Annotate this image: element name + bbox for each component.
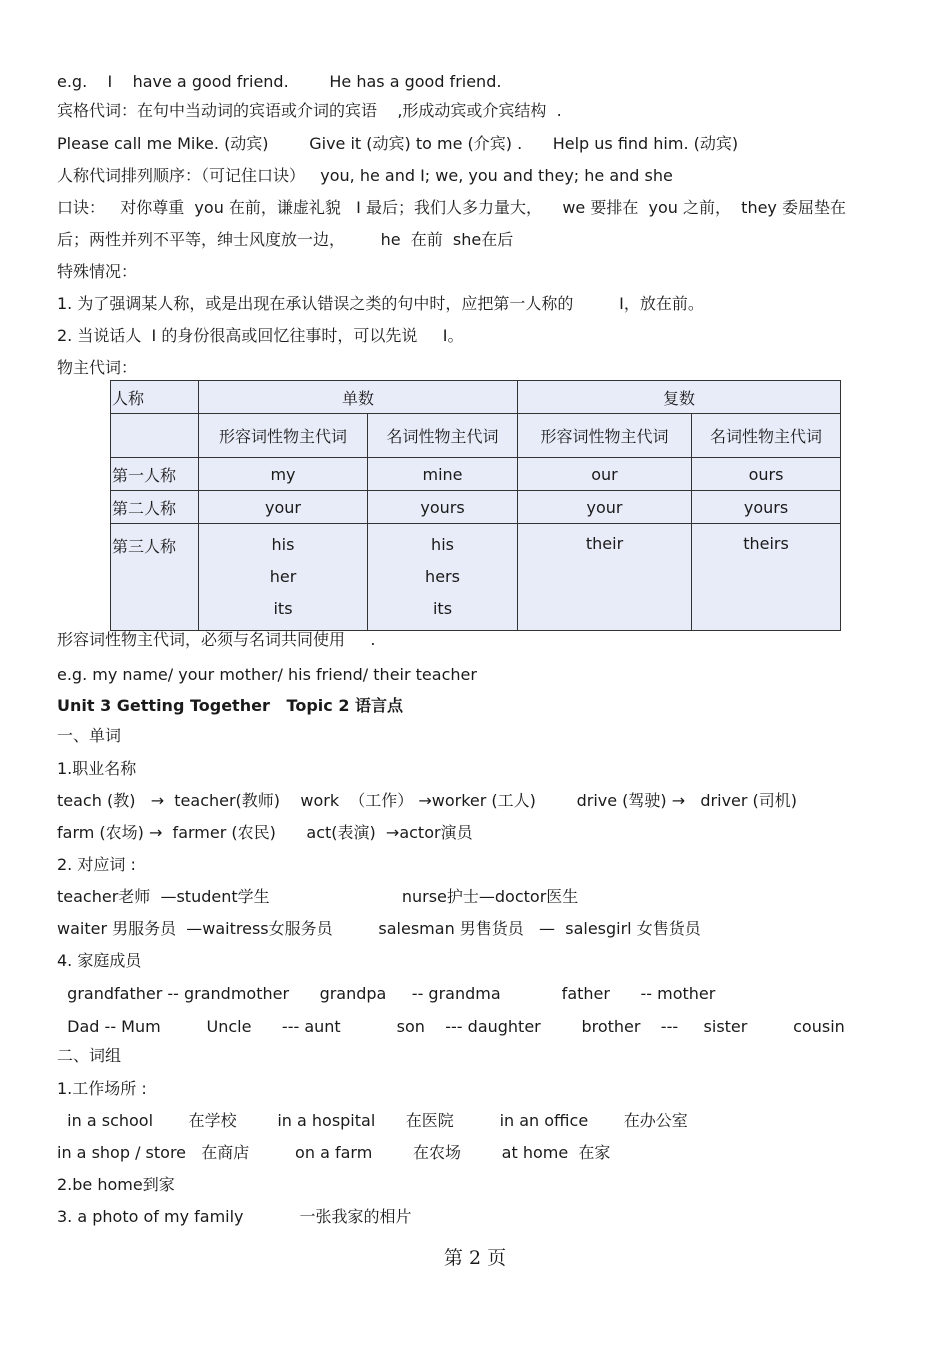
line-eg-friend: e.g. I have a good friend. He has a good friend. [57,72,502,91]
table-cell: hers [425,567,460,586]
th-plural: 复数 [518,381,841,414]
line-family-1: grandfather -- grandmother grandpa -- grandma father -- mother [57,984,716,1003]
line-special: 特殊情况： [57,262,138,281]
th-empty [111,414,199,458]
line-mnemonic-1: 口诀： 对你尊重 you 在前，谦虚礼貌 I 最后；我们人多力量大， we 要排在 you 之前， they 委屈垫在 [57,198,846,217]
line-family-2: Dad -- Mum Uncle --- aunt son --- daughter brother --- sister cousin [57,1017,845,1036]
table-row-person: 第二人称 [111,491,199,524]
line-adj-possessive-note: 形容词性物主代词，必须与名词共同使用 . [57,630,376,649]
line-occupations-2: farm (农场) → farmer (农民) act(表演) →actor演员 [57,823,473,842]
th-person: 人称 [111,381,199,414]
table-cell-stack [368,524,518,631]
table-cell: his [431,535,454,554]
table-row-person: 第一人称 [111,458,199,491]
possessive-pronoun-table [110,380,841,631]
th-sub: 名词性物主代词 [692,414,841,458]
line-pairs-title: 2. 对应词 : [57,855,136,874]
page-number: 第 2 页 [443,1247,507,1269]
line-examples-object: Please call me Mike. (动宾) Give it (动宾) to me (介宾) . Help us find him. (动宾) [57,134,739,153]
line-workplaces-title: 1.工作场所 : [57,1079,147,1098]
line-special-1: 1. 为了强调某人称，或是出现在承认错误之类的句中时，应把第一人称的 I，放在前。 [57,294,704,313]
section-phrases: 二、词组 [57,1046,122,1065]
line-special-2: 2. 当说话人 I 的身份很高或回忆往事时，可以先说 I。 [57,326,464,345]
table-cell: his [271,535,295,554]
table-cell: its [432,599,453,618]
line-object-pronoun: 宾格代词：在句中当动词的宾语或介词的宾语 ,形成动宾或介宾结构 . [57,101,562,120]
line-mnemonic-2: 后；两性并列不平等，绅士风度放一边， he 在前 she在后 [57,230,514,249]
table-cell: yours [692,491,841,524]
line-possessive-title: 物主代词： [57,358,138,377]
table-cell: your [518,491,692,524]
section-words: 一、单词 [57,726,122,745]
table-cell: your [199,491,368,524]
line-eg-possessive: e.g. my name/ your mother/ his friend/ their teacher [57,665,477,684]
th-sub: 名词性物主代词 [368,414,518,458]
table-cell: ours [692,458,841,491]
table-cell: our [518,458,692,491]
line-workplaces-1: in a school 在学校 in a hospital 在医院 in an office 在办公室 [57,1111,688,1130]
th-singular: 单数 [199,381,518,414]
table-cell: my [199,458,368,491]
line-photo: 3. a photo of my family 一张我家的相片 [57,1207,412,1226]
table-cell: its [273,599,293,618]
line-occupations-1: teach (教) → teacher(教师) work （工作） →worker (工人) drive (驾驶) → driver (司机) [57,791,798,810]
table-cell-stack [199,524,368,631]
table-row-person: 第三人称 [111,524,199,631]
line-occupations-title: 1.职业名称 [57,759,137,778]
line-workplaces-2: in a shop / store 在商店 on a farm 在农场 at home 在家 [57,1143,611,1162]
table-cell: theirs [692,524,841,631]
th-sub: 形容词性物主代词 [518,414,692,458]
th-sub: 形容词性物主代词 [199,414,368,458]
table-cell: mine [368,458,518,491]
table-cell: her [269,567,297,586]
line-be-home: 2.be home到家 [57,1175,175,1194]
table-cell: yours [368,491,518,524]
unit-heading: Unit 3 Getting Together Topic 2 语言点 [57,696,404,715]
line-pairs-2: waiter 男服务员 —waitress女服务员 salesman 男售货员 — salesgirl 女售货员 [57,919,701,938]
line-order: 人称代词排列顺序：（可记住口诀） you, he and I; we, you and they; he and she [57,166,673,185]
table-cell: their [518,524,692,631]
line-pairs-1: teacher老师 —student学生 nurse护士—doctor医生 [57,887,579,906]
line-family-title: 4. 家庭成员 [57,951,142,970]
